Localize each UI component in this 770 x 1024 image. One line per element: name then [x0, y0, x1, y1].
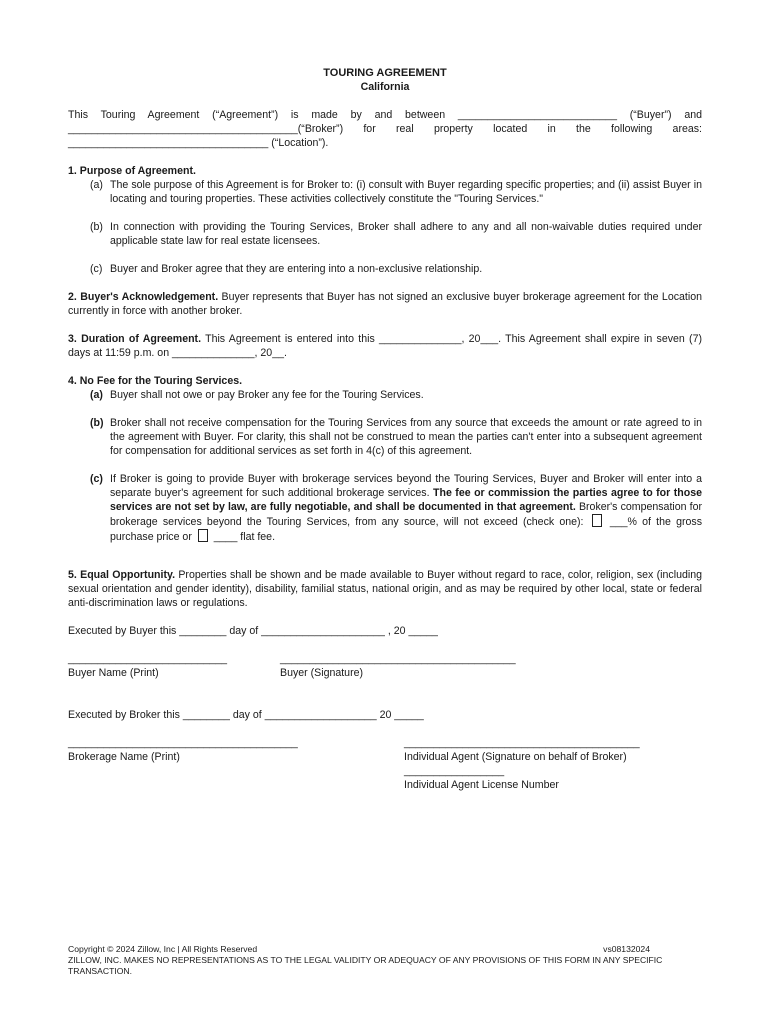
license-line-row [68, 764, 702, 778]
section-4-heading: 4. No Fee for the Touring Services. [68, 375, 243, 387]
buyer-signature-lines [68, 652, 702, 666]
license-number-label: Individual Agent License Number [404, 779, 559, 791]
section-1c-text: Buyer and Broker agree that they are entering into a non-exclusive relationship. [110, 263, 483, 275]
section-2-text: Buyer represents that Buyer has not signed an exclusive buyer brokerage agreement for the Location currently in force with another broker. [68, 291, 702, 317]
section-3-heading: 3. Duration of Agreement. [68, 333, 202, 345]
section-4a-label: (a) [90, 389, 103, 401]
brokerage-name-label: Brokerage Name (Print) [68, 751, 180, 763]
license-number-line[interactable]: _________________ [404, 765, 505, 777]
buyer-signature-line[interactable]: ________________________________________ [280, 653, 516, 665]
section-1a-label: (a) [90, 179, 103, 191]
section-1a-text: The sole purpose of this Agreement is for Broker to: (i) consult with Buyer regarding specific properties; and (ii) assist Buyer in locating and touring properties. These activities collectively constitute the "Touring Services." [110, 179, 702, 205]
section-4c-label: (c) [90, 473, 103, 485]
buyer-signature-label: Buyer (Signature) [280, 667, 364, 679]
agreement-page [68, 66, 702, 792]
section-3-text: This Agreement is entered into this ______________, 20___. This Agreement shall expire in seven (7) days at 11:59 p.m. on ______________, 20__. [68, 333, 702, 359]
section-3 [68, 332, 702, 360]
footer-version: vs08132024 [603, 944, 650, 954]
document-subtitle: California [360, 81, 410, 93]
agent-signature-line[interactable]: ________________________________________ [404, 737, 640, 749]
buyer-signature-labels [68, 666, 702, 680]
brokerage-name-line[interactable]: _______________________________________ [68, 737, 298, 749]
license-label-row [68, 778, 702, 792]
section-4b-label: (b) [90, 417, 104, 429]
buyer-execution-line[interactable]: Executed by Buyer this ________ day of _____________________ , 20 _____ [68, 625, 438, 637]
intro-line-1: This Touring Agreement (“Agreement”) is made by and between ___________________________ (“Buyer”) and [68, 109, 702, 121]
section-1b-label: (b) [90, 221, 103, 233]
intro-line-3: __________________________________ (“Location”). [68, 137, 329, 149]
percent-option-label: ___% of the gross purchase price or [110, 516, 702, 543]
percent-option-checkbox[interactable] [592, 514, 602, 527]
section-2 [68, 290, 702, 318]
section-5 [68, 568, 702, 610]
section-5-text: Properties shall be shown and be made available to Buyer without regard to race, color, religion, sex (including sexual orientation and gender identity), disability, familial status, national origin, and as may be required by other local, state or federal anti-discrimination laws or regulations. [68, 569, 702, 609]
document-title: TOURING AGREEMENT [323, 67, 447, 79]
flat-fee-option-checkbox[interactable] [198, 529, 208, 542]
footer-copyright: Copyright © 2024 Zillow, Inc | All Rights Reserved [68, 944, 258, 954]
agent-signature-label: Individual Agent (Signature on behalf of Broker) [404, 751, 627, 763]
broker-execution-line[interactable]: Executed by Broker this ________ day of ___________________ 20 _____ [68, 709, 424, 721]
broker-signature-lines [68, 736, 702, 750]
section-1c-label: (c) [90, 263, 103, 275]
section-4b-text: Broker shall not receive compensation for the Touring Services from any source that exceeds the amount or rate agreed to in the agreement with Buyer. For clarity, this shall not be construed to mean the parties can't enter into a subsequent agreement for compensation for additional services as set forth in 4(c) of this agreement. [110, 417, 702, 457]
section-4c-text-2: Broker's compensation for brokerage services beyond the Touring Services, from any source, will not exceed (check one): [110, 501, 702, 528]
intro-line-2: _______________________________________(“Broker”) for real property located in the following areas: [68, 123, 702, 135]
section-1-heading: 1. Purpose of Agreement. [68, 165, 196, 177]
footer [68, 944, 702, 977]
section-1b-text: In connection with providing the Touring Services, Broker shall adhere to any and all non-waivable duties required under applicable state law for real estate licensees. [110, 221, 702, 247]
footer-disclaimer: ZILLOW, INC. MAKES NO REPRESENTATIONS AS TO THE LEGAL VALIDITY OR ADEQUACY OF ANY PROVISIONS OF THIS FORM IN ANY SPECIFIC TRANSACTION. [68, 955, 663, 976]
buyer-print-line[interactable]: ___________________________ [68, 653, 228, 665]
section-2-heading: 2. Buyer's Acknowledgement. [68, 291, 219, 303]
section-1c [68, 262, 702, 276]
flat-fee-option-label: ____ flat fee. [213, 531, 276, 543]
section-4c [68, 472, 702, 544]
section-5-heading: 5. Equal Opportunity. [68, 569, 176, 581]
section-4a-text: Buyer shall not owe or pay Broker any fee for the Touring Services. [110, 389, 424, 401]
section-1b [68, 220, 702, 248]
section-4c-text-1: If Broker is going to provide Buyer with brokerage services beyond the Touring Services, Buyer and Broker will enter into a separate buyer's agreement for such additional brokerage services. [110, 473, 702, 499]
section-4a [68, 388, 702, 402]
broker-signature-labels [68, 750, 702, 764]
section-1a [68, 178, 702, 206]
section-4b [68, 416, 702, 458]
section-4c-bold-text: The fee or commission the parties agree to for those services are not set by law, are fully negotiable, and shall be documented in that agreement. [110, 487, 702, 513]
buyer-print-label: Buyer Name (Print) [68, 667, 159, 679]
